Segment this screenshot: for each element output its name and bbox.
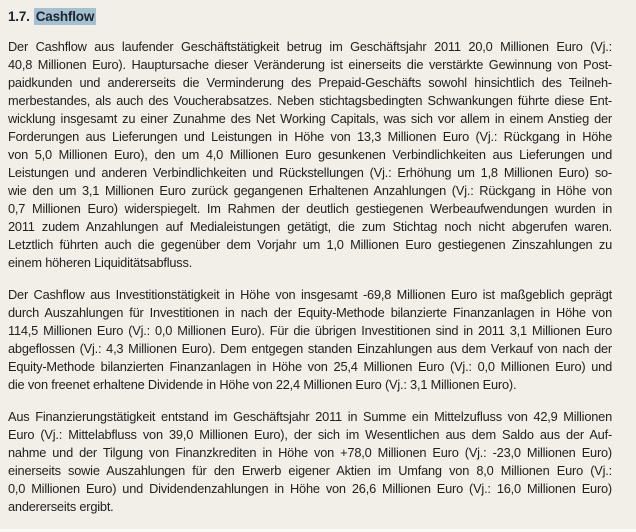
text-line: wie den um 3,1 Millionen Euro zurück gegangenen Erhaltenen Anzahlungen (Vj.: Rückgang in Höhe von — [8, 183, 612, 198]
text-line: 0,0 Millionen Euro) und Dividendenzahlungen in Höhe von 26,6 Millionen Euro (Vj.: 16,0 Millionen Euro) — [8, 481, 612, 496]
text-line: Forderungen aus Lieferungen und Leistungen in Höhe von 13,3 Millionen Euro (Vj.: Rückgang in Höhe — [8, 129, 612, 144]
text-line: Letztlich führten auch die gegenüber dem Vorjahr um 1,0 Millionen Euro gestiegenen Zinszahlungen zu — [8, 237, 612, 252]
text-line: abgeflossen (Vj.: 4,3 Millionen Euro). Dem entgegen standen Einzahlungen aus dem Verkauf von nach der — [8, 341, 612, 356]
section-number: 1.7. — [8, 9, 30, 24]
paragraph-operating-cashflow — [8, 38, 612, 272]
text-line: von 5,0 Millionen Euro), den um 4,0 Millionen Euro gesunkenen Verbindlichkeiten aus Lieferungen und — [8, 147, 612, 162]
text-line: 40,8 Millionen Euro). Hauptursache dieser Veränderung ist einerseits die verstärkte Gewinnung von Post- — [8, 57, 612, 72]
body-text — [8, 38, 612, 516]
text-line: nahme und der Tilgung von Finanzkrediten in Höhe von +78,0 Millionen Euro (Vj.: -23,0 Millionen Euro) — [8, 445, 612, 460]
section-heading — [8, 8, 612, 26]
text-line: Equity-Methode bilanzierten Finanzanlagen in Höhe von 25,4 Millionen Euro (Vj.: 0,0 Millionen Euro) und — [8, 359, 612, 374]
text-line: 0,7 Millionen Euro) widerspiegelt. Im Rahmen der deutlich gestiegenen Werbeaufwendungen wurden in — [8, 201, 612, 216]
text-line: durch Auszahlungen für Investitionen in nach der Equity-Methode bilanzierte Finanzanlagen in Höhe von — [8, 305, 612, 320]
text-line: einerseits sowie Auszahlungen für den Erwerb eigener Aktien im Umfang von 8,0 Millionen Euro (Vj.: — [8, 463, 612, 478]
text-line: 114,5 Millionen Euro (Vj.: 0,0 Millionen Euro). Für die übrigen Investitionen sind in 2011 3,1 Millionen Euro — [8, 323, 612, 338]
text-line: 2011 zudem Anzahlungen auf Medialeistungen getätigt, die zum Stichtag noch nicht abgerufen waren. — [8, 219, 612, 234]
text-line: Aus Finanzierungstätigkeit entstand im Geschäftsjahr 2011 in Summe ein Mittelzufluss von 42,9 Millionen — [8, 409, 612, 424]
text-line: Der Cashflow aus laufender Geschäftstätigkeit betrug im Geschäftsjahr 2011 20,0 Millionen Euro (Vj.: — [8, 39, 612, 54]
text-line: Der Cashflow aus Investitionstätigkeit in Höhe von insgesamt -69,8 Millionen Euro ist maßgeblich geprägt — [8, 287, 612, 302]
paragraph-financing-cashflow — [8, 408, 612, 516]
text-line: Leistungen und anderen Verbindlichkeiten und Rückstellungen (Vj.: Erhöhung um 1,8 Millionen Euro) so- — [8, 165, 612, 180]
text-line: andererseits ergibt. — [8, 499, 114, 514]
paragraph-investing-cashflow — [8, 286, 612, 394]
text-line: paidkunden und andererseits die Verminderung des Prepaid-Geschäfts sowohl hinsichtlich des Teilneh- — [8, 75, 612, 90]
text-line: die von freenet erhaltene Dividende in Höhe von 22,4 Millionen Euro (Vj.: 3,1 Millionen Euro). — [8, 377, 517, 392]
text-line: Euro (Vj.: Mittelabfluss von 39,0 Millionen Euro), der sich im Wesentlichen aus dem Saldo aus der Auf- — [8, 427, 612, 442]
text-line: wicklung insgesamt zu einer Zunahme des Net Working Capitals, was sich vor allem in einem Anstieg der — [8, 111, 612, 126]
text-line: einem höheren Liquiditätsabfluss. — [8, 255, 193, 270]
text-line: merbestandes, als auch des Voucherabsatzes. Neben stichtagsbedingten Schwankungen führte diese Ent- — [8, 93, 612, 108]
highlighted-term: Cashflow — [35, 9, 95, 24]
